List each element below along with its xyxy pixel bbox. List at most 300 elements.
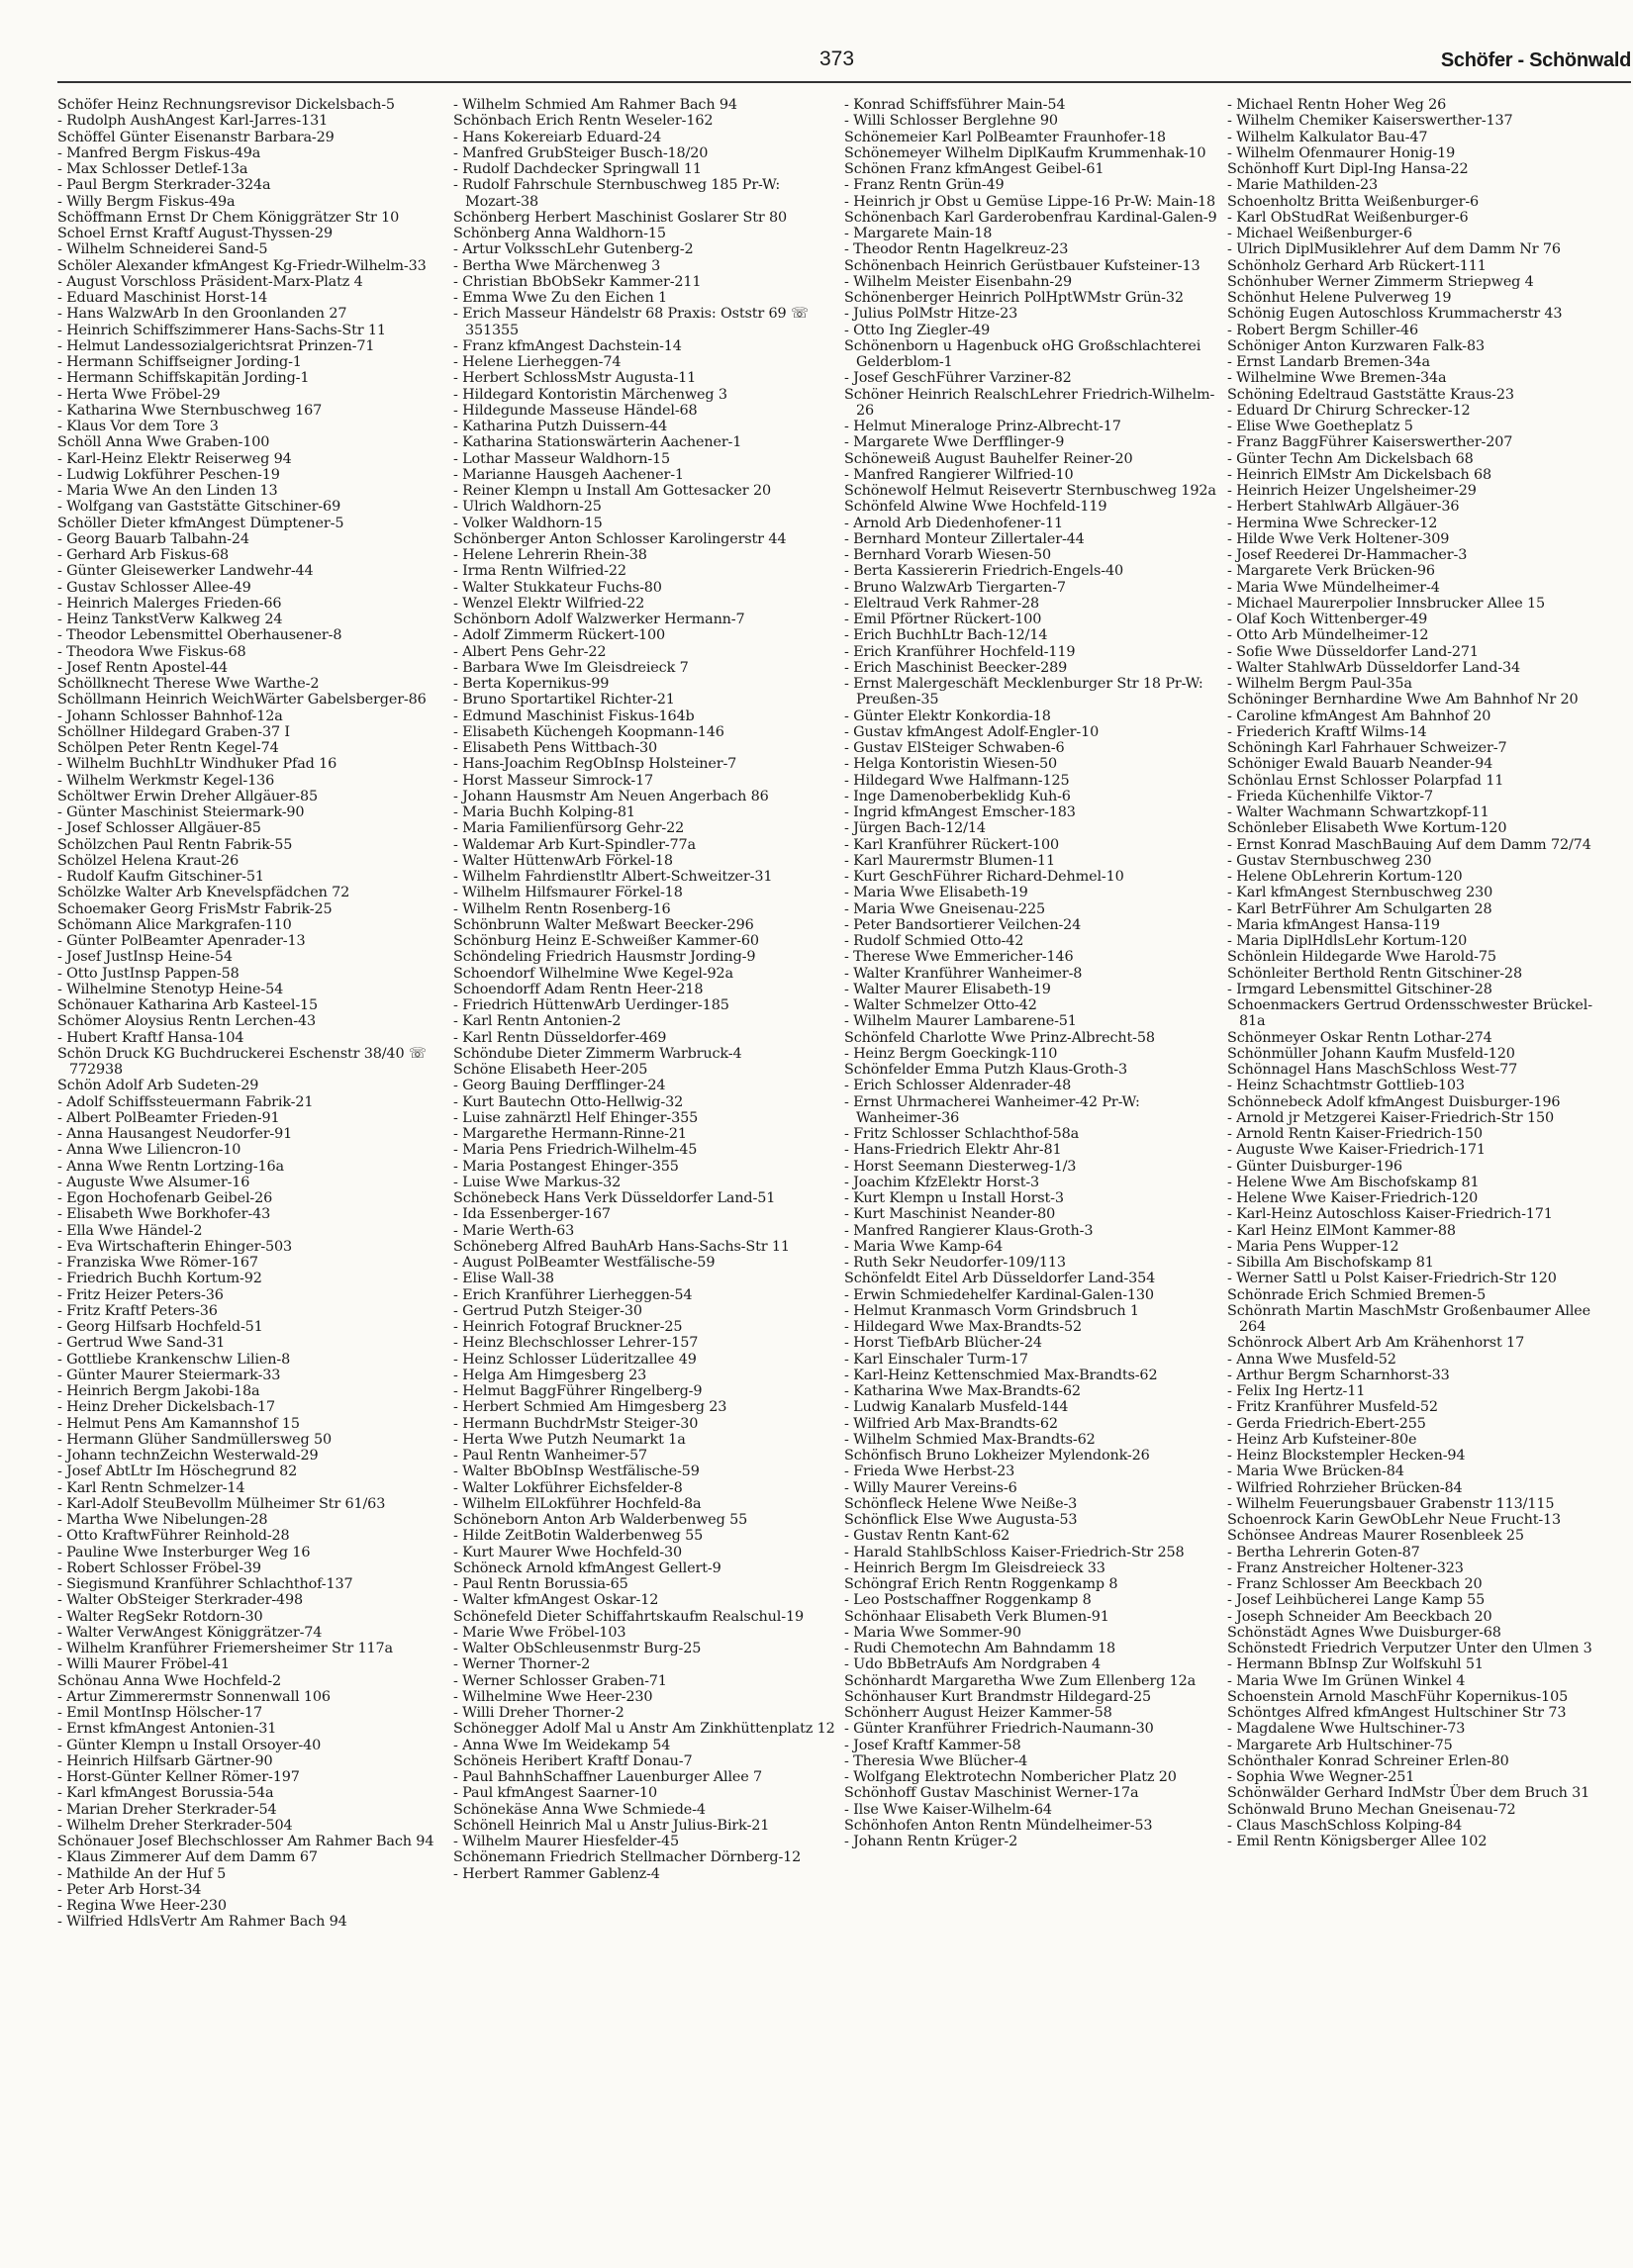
directory-entry: - Wolfgang Elektrotechn Nombericher Platz 20 (844, 1769, 1177, 1785)
directory-entry: - Herta Wwe Putzh Neumarkt 1a (453, 1431, 686, 1448)
directory-entry: - Waldemar Arb Kurt-Spindler-77a (453, 836, 696, 853)
directory-entry: - Fritz Schlosser Schlachthof-58a (844, 1126, 1080, 1142)
directory-entry: Schöffmann Ernst Dr Chem Königgrätzer Str 10 (57, 209, 400, 226)
directory-entry: - Bertha Lehrerin Goten-87 (1227, 1544, 1420, 1560)
directory-entry: Schönemann Friedrich Stellmacher Dörnberg-12 (453, 1849, 802, 1866)
directory-entry: - Bertha Wwe Märchenweg 3 (453, 257, 661, 274)
directory-entry: - Werner Sattl u Polst Kaiser-Friedrich-Str 120 (1227, 1271, 1557, 1287)
directory-entry: - Bruno Sportartikel Richter-21 (453, 692, 675, 709)
directory-entry: - Johann Rentn Krüger-2 (844, 1834, 1018, 1849)
directory-entry: - Hermina Wwe Schrecker-12 (1227, 515, 1438, 531)
directory-entry: - August Vorschloss Präsident-Marx-Platz 4 (57, 273, 363, 290)
directory-entry: - Sofie Wwe Düsseldorfer Land-271 (1227, 643, 1479, 660)
directory-entry: - Wilfried Arb Max-Brandts-62 (844, 1415, 1058, 1432)
directory-entry: - Heinz Bergm Goeckingk-110 (844, 1045, 1058, 1062)
directory-entry: - Josef JustInsp Heine-54 (57, 949, 233, 966)
directory-entry: - Josef Rentn Apostel-44 (57, 659, 229, 676)
directory-entry: - Walter VerwAngest Königgrätzer-74 (57, 1624, 323, 1641)
directory-entry: - Helene Lehrerin Rhein-38 (453, 547, 647, 563)
directory-entry: Schönleber Elisabeth Wwe Kortum-120 (1227, 820, 1507, 837)
directory-entry: Schönburg Heinz E-Schweißer Kammer-60 (453, 933, 759, 949)
directory-entry: Schölzchen Paul Rentn Fabrik-55 (57, 836, 293, 853)
directory-entry: - Gustav Schlosser Allee-49 (57, 579, 251, 596)
directory-entry: - Michael Weißenburger-6 (1227, 226, 1412, 241)
directory-entry: - Friederich Kraftf Wilms-14 (1227, 723, 1427, 740)
directory-entry: - Hildegard Wwe Halfmann-125 (844, 772, 1070, 789)
directory-entry: - Gottliebe Krankenschw Lilien-8 (57, 1351, 291, 1368)
directory-entry: - Maria Pens Friedrich-Wilhelm-45 (453, 1142, 698, 1159)
directory-entry: Schömer Aloysius Rentn Lerchen-43 (57, 1013, 317, 1030)
directory-entry: - Walter RegSekr Rotdorn-30 (57, 1608, 263, 1625)
directory-entry: - Wilhelm Maurer Lambarene-51 (844, 1013, 1077, 1030)
directory-entry: Schönleiter Berthold Rentn Gitschiner-28 (1227, 965, 1522, 982)
entry-list (1227, 97, 1611, 1849)
directory-entry: - Ulrich DiplMusiklehrer Auf dem Damm Nr 76 (1227, 241, 1561, 258)
directory-entry: Schönhofen Anton Rentn Mündelheimer-53 (844, 1817, 1153, 1834)
directory-entry: - Elise Wwe Goetheplatz 5 (1227, 419, 1413, 434)
directory-entry: - Katharina Wwe Max-Brandts-62 (844, 1383, 1081, 1399)
directory-entry: - Karl kfmAngest Borussia-54a (57, 1785, 274, 1802)
directory-entry: - Helga Kontoristin Wiesen-50 (844, 756, 1057, 773)
directory-entry: - Wilhelm Feuerungsbauer Grabenstr 113/115 (1227, 1495, 1555, 1512)
directory-entry: - Paul kfmAngest Saarner-10 (453, 1785, 658, 1802)
directory-entry: - Rudolf Schmied Otto-42 (844, 933, 1024, 949)
directory-entry: - Irmgard Lebensmittel Gitschiner-28 (1227, 981, 1492, 997)
directory-entry: - Heinz Blockstempler Hecken-94 (1227, 1448, 1466, 1464)
directory-entry: - Günter Maurer Steiermark-33 (57, 1367, 281, 1383)
directory-entry: - Martha Wwe Nibelungen-28 (57, 1512, 268, 1528)
directory-entry: - Walter kfmAngest Oskar-12 (453, 1592, 659, 1609)
directory-entry: - Paul Rentn Wanheimer-57 (453, 1448, 647, 1464)
directory-entry: - Heinz Dreher Dickelsbach-17 (57, 1399, 276, 1416)
directory-entry: Schöllmann Heinrich WeichWärter Gabelsberger-86 (57, 692, 427, 709)
directory-entry: - Walter Kranführer Wanheimer-8 (844, 965, 1083, 982)
directory-entry: Schönenborn u Hagenbuck oHG Großschlachterei Gelderblom-1 (844, 337, 1201, 370)
directory-entry: - Fritz Kraftf Peters-36 (57, 1302, 218, 1319)
directory-entry: - Horst TiefbArb Blücher-24 (844, 1335, 1042, 1352)
directory-entry: - Margarethe Hermann-Rinne-21 (453, 1126, 687, 1142)
directory-entry: - Josef Kraftf Kammer-58 (844, 1737, 1021, 1753)
directory-entry: - Erich BuchhLtr Bach-12/14 (844, 627, 1048, 644)
directory-entry: - Gustav kfmAngest Adolf-Engler-10 (844, 723, 1100, 740)
directory-entry: - Hilde ZeitBotin Walderbenweg 55 (453, 1528, 704, 1545)
directory-entry: - Georg Bauing Derfflinger-24 (453, 1078, 666, 1094)
directory-entry: - Erich Maschinist Beecker-289 (844, 659, 1068, 676)
directory-entry: Schoenrock Karin GewObLehr Neue Frucht-13 (1227, 1512, 1562, 1528)
directory-entry: - Günter Elektr Konkordia-18 (844, 708, 1051, 724)
directory-entry: - Georg Hilfsarb Hochfeld-51 (57, 1319, 263, 1335)
directory-entry: - Siegismund Kranführer Schlachthof-137 (57, 1576, 353, 1592)
directory-entry: - Karl Einschaler Turm-17 (844, 1351, 1028, 1368)
directory-entry: - Marie Werth-63 (453, 1222, 575, 1239)
directory-entry: Schönrade Erich Schmied Bremen-5 (1227, 1286, 1487, 1303)
directory-entry: Schoendorff Adam Rentn Heer-218 (453, 981, 704, 997)
directory-entry: Schönemeyer Wilhelm DiplKaufm Krummenhak-10 (844, 144, 1206, 161)
directory-entry: - Arthur Bergm Scharnhorst-33 (1227, 1367, 1450, 1383)
directory-column-3 (844, 97, 1228, 2254)
directory-entry: - Berta Kassiererin Friedrich-Engels-40 (844, 563, 1123, 580)
directory-entry: - Michael Rentn Hoher Weg 26 (1227, 97, 1447, 113)
directory-entry: - Elisabeth Wwe Borkhofer-43 (57, 1206, 271, 1223)
directory-entry: - Karl Rentn Antonien-2 (453, 1013, 622, 1030)
directory-entry: Schönberg Anna Waldhorn-15 (453, 226, 666, 241)
directory-entry: - Theodor Lebensmittel Oberhausener-8 (57, 627, 342, 644)
directory-entry: - Helga Am Himgesberg 23 (453, 1367, 647, 1383)
directory-entry: Schönlein Hildegarde Wwe Harold-75 (1227, 949, 1496, 966)
directory-entry: Schönebeck Hans Verk Düsseldorfer Land-51 (453, 1190, 776, 1206)
directory-entry: - Peter Arb Horst-34 (57, 1881, 202, 1898)
directory-entry: Schönig Eugen Autoschloss Krummacherstr 43 (1227, 306, 1563, 323)
directory-entry: - Heinz Schachtmstr Gottlieb-103 (1227, 1078, 1465, 1094)
directory-entry: - Anna Hausangest Neudorfer-91 (57, 1126, 293, 1142)
directory-entry: - Franz kfmAngest Dachstein-14 (453, 337, 682, 354)
directory-entry: - Maria Wwe Elisabeth-19 (844, 885, 1028, 901)
directory-entry: - Bruno WalzwArb Tiergarten-7 (844, 579, 1066, 596)
directory-entry: - Maria Postangest Ehinger-355 (453, 1158, 679, 1175)
directory-entry: - Günter PolBeamter Apenrader-13 (57, 933, 306, 949)
directory-entry: - Albert PolBeamter Frieden-91 (57, 1109, 280, 1126)
directory-entry: - Gertrud Wwe Sand-31 (57, 1335, 226, 1352)
directory-entry: - Joseph Schneider Am Beeckbach 20 (1227, 1608, 1492, 1625)
directory-entry: - Heinz Arb Kufsteiner-80e (1227, 1431, 1417, 1448)
directory-entry: - Lothar Masseur Waldhorn-15 (453, 450, 671, 467)
directory-entry: Schölpen Peter Rentn Kegel-74 (57, 740, 279, 756)
directory-column-4 (1227, 97, 1611, 2254)
directory-entry: - Karl-Adolf SteuBevollm Mülheimer Str 61/63 (57, 1495, 386, 1512)
directory-entry: Schöneis Heribert Kraftf Donau-7 (453, 1752, 693, 1769)
directory-entry: - Wilhelm Maurer Hiesfelder-45 (453, 1834, 679, 1849)
directory-entry: - Wilhelm Ofenmaurer Honig-19 (1227, 144, 1456, 161)
directory-entry: - Wilhelmine Wwe Bremen-34a (1227, 370, 1447, 387)
directory-entry: - Rudi Chemotechn Am Bahndamm 18 (844, 1641, 1115, 1656)
directory-entry: - Wilhelm Meister Eisenbahn-29 (844, 273, 1073, 290)
directory-entry: Schönhoff Gustav Maschinist Werner-17a (844, 1785, 1139, 1802)
directory-entry: - Claus MaschSchloss Kolping-84 (1227, 1817, 1463, 1834)
directory-entry: - Hans-Joachim RegObInsp Holsteiner-7 (453, 756, 737, 773)
directory-entry: - Paul BahnhSchaffner Lauenburger Allee 7 (453, 1769, 763, 1785)
directory-entry: - Erich Kranführer Hochfeld-119 (844, 643, 1076, 660)
directory-entry: - Erwin Schmiedehelfer Kardinal-Galen-130 (844, 1286, 1154, 1303)
directory-entry: Schöniger Anton Kurzwaren Falk-83 (1227, 337, 1486, 354)
directory-entry: Schönhoff Kurt Dipl-Ing Hansa-22 (1227, 161, 1469, 177)
directory-entry: Schön Adolf Arb Sudeten-29 (57, 1078, 259, 1094)
directory-entry: - Franz Anstreicher Holtener-323 (1227, 1559, 1464, 1576)
directory-entry: - Herbert Schmied Am Himgesberg 23 (453, 1399, 727, 1416)
directory-entry: - Anna Wwe Im Weidekamp 54 (453, 1737, 671, 1753)
directory-entry: - Willi Maurer Fröbel-41 (57, 1656, 230, 1673)
directory-entry: - Hans WalzwArb In den Groonlanden 27 (57, 306, 347, 323)
directory-entry: - Otto Ing Ziegler-49 (844, 322, 991, 338)
directory-entry: Schönau Anna Wwe Hochfeld-2 (57, 1672, 281, 1689)
directory-entry: Schönauer Josef Blechschlosser Am Rahmer Bach 94 (57, 1834, 434, 1849)
directory-entry: - Wilhelm Fahrdienstltr Albert-Schweitzer-31 (453, 869, 773, 885)
directory-entry: - Ludwig Kanalarb Musfeld-144 (844, 1399, 1069, 1416)
directory-entry: - Maria Wwe Im Grünen Winkel 4 (1227, 1672, 1466, 1689)
directory-entry: - Herbert StahlwArb Allgäuer-36 (1227, 499, 1460, 516)
directory-entry: - Jürgen Bach-12/14 (844, 820, 986, 837)
directory-entry: Schönell Heinrich Mal u Anstr Julius-Birk-21 (453, 1817, 770, 1834)
directory-entry: Schönewolf Helmut Reisevertr Sternbuschweg 192a (844, 483, 1216, 499)
directory-entry: - Emil MontInsp Hölscher-17 (57, 1705, 262, 1721)
directory-entry: - Marie Mathilden-23 (1227, 177, 1379, 194)
directory-entry: - Herbert Rammer Gablenz-4 (453, 1865, 660, 1882)
directory-entry: Schönfeld Alwine Wwe Hochfeld-119 (844, 499, 1107, 516)
directory-entry: - Fritz Kranführer Musfeld-52 (1227, 1399, 1438, 1416)
directory-entry: - Ernst Malergeschäft Mecklenburger Str 18 Pr-W: Preußen-35 (844, 676, 1203, 709)
directory-entry: Schöllner Hildegard Graben-37 I (57, 723, 290, 740)
directory-entry: Schöler Alexander kfmAngest Kg-Friedr-Wilhelm-33 (57, 257, 427, 274)
directory-entry: - Kurt Maschinist Neander-80 (844, 1206, 1056, 1223)
directory-entry: - Johann technZeichn Westerwald-29 (57, 1448, 319, 1464)
directory-entry: - Ingrid kfmAngest Emscher-183 (844, 804, 1076, 820)
directory-entry: - Erich Kranführer Lierheggen-54 (453, 1286, 693, 1303)
directory-entry: - Eduard Dr Chirurg Schrecker-12 (1227, 402, 1471, 419)
directory-entry: - Karl-Heinz Autoschloss Kaiser-Friedrich-171 (1227, 1206, 1553, 1223)
entry-list (453, 97, 837, 1882)
directory-entry: Schönfeld Charlotte Wwe Prinz-Albrecht-58 (844, 1029, 1155, 1046)
directory-entry: - Maria Wwe Mündelheimer-4 (1227, 579, 1440, 596)
directory-entry: Schönegger Adolf Mal u Anstr Am Zinkhüttenplatz 12 (453, 1721, 835, 1738)
directory-entry: - Horst Masseur Simrock-17 (453, 772, 654, 789)
directory-entry: - Günter Duisburger-196 (1227, 1158, 1402, 1175)
directory-entry: - Heinrich Malerges Frieden-66 (57, 595, 282, 612)
directory-entry: - Wolfgang van Gaststätte Gitschiner-69 (57, 499, 341, 516)
directory-entry: Schönfleck Helene Wwe Neiße-3 (844, 1495, 1078, 1512)
directory-entry: - Helmut Kranmasch Vorm Grindsbruch 1 (844, 1302, 1139, 1319)
directory-entry: - Volker Waldhorn-15 (453, 515, 603, 531)
directory-entry: - Johann Hausmstr Am Neuen Angerbach 86 (453, 788, 769, 804)
directory-entry: - Wilhelmine Stenotyp Heine-54 (57, 981, 284, 997)
directory-entry: - Robert Bergm Schiller-46 (1227, 322, 1418, 338)
directory-entry: Schöndube Dieter Zimmerm Warbruck-4 (453, 1045, 742, 1062)
directory-entry: Schönborn Adolf Walzwerker Hermann-7 (453, 612, 745, 627)
directory-entry: Schöning Edeltraud Gaststätte Kraus-23 (1227, 386, 1514, 403)
directory-entry: Schönwald Bruno Mechan Gneisenau-72 (1227, 1801, 1516, 1818)
directory-entry: - Adolf Schiffssteuermann Fabrik-21 (57, 1093, 314, 1110)
directory-entry: - Gerhard Arb Fiskus-68 (57, 547, 229, 563)
directory-entry: - Heinrich Fotograf Bruckner-25 (453, 1319, 683, 1335)
directory-entry: Schönefeld Dieter Schiffahrtskaufm Realschul-19 (453, 1608, 804, 1625)
directory-entry: Schöntges Alfred kfmAngest Hultschiner Str 73 (1227, 1705, 1567, 1721)
directory-entry: Schöneborn Anton Arb Walderbenweg 55 (453, 1512, 748, 1528)
directory-entry: - Wilhelm Schmied Max-Brandts-62 (844, 1431, 1096, 1448)
directory-entry: Schoel Ernst Kraftf August-Thyssen-29 (57, 226, 333, 241)
directory-entry: Schoenstein Arnold MaschFühr Kopernikus-105 (1227, 1688, 1569, 1705)
directory-entry: - Josef Leihbücherei Lange Kamp 55 (1227, 1592, 1486, 1609)
directory-entry: Schöffel Günter Eisenanstr Barbara-29 (57, 129, 335, 145)
directory-entry: - Hildegunde Masseuse Händel-68 (453, 402, 698, 419)
directory-entry: - Wilhelm Werkmstr Kegel-136 (57, 772, 275, 789)
directory-entry: Schöner Heinrich RealschLehrer Friedrich-Wilhelm-26 (844, 386, 1215, 419)
directory-entry: - Margarete Verk Brücken-96 (1227, 563, 1435, 580)
directory-entry: Schölzke Walter Arb Knevelspfädchen 72 (57, 885, 350, 901)
directory-entry: Schönbach Erich Rentn Weseler-162 (453, 113, 714, 130)
directory-entry: - Paul Rentn Borussia-65 (453, 1576, 628, 1592)
directory-entry: - Eleltraud Verk Rahmer-28 (844, 595, 1040, 612)
directory-entry: - Hans-Friedrich Elektr Ahr-81 (844, 1142, 1062, 1159)
directory-entry: Schöninger Bernhardine Wwe Am Bahnhof Nr 20 (1227, 692, 1579, 709)
directory-entry: - Hermann BbInsp Zur Wolfskuhl 51 (1227, 1656, 1484, 1673)
directory-entry: - Emma Wwe Zu den Eichen 1 (453, 290, 668, 306)
directory-entry: - Franz Schlosser Am Beeckbach 20 (1227, 1576, 1483, 1592)
directory-entry: - Ernst Landarb Bremen-34a (1227, 354, 1430, 370)
directory-entry: - Inge Damenoberbeklidg Kuh-6 (844, 788, 1071, 804)
directory-entry: - Heinrich ElMstr Am Dickelsbach 68 (1227, 466, 1492, 483)
directory-entry: - Manfred Bergm Fiskus-49a (57, 144, 261, 161)
directory-entry: - Heinrich Bergm Im Gleisdreieck 33 (844, 1559, 1105, 1576)
directory-entry: - Walter StahlwArb Düsseldorfer Land-34 (1227, 659, 1521, 676)
directory-entry: - Ilse Wwe Kaiser-Wilhelm-64 (844, 1801, 1052, 1818)
directory-entry: - Franz BaggFührer Kaiserswerther-207 (1227, 434, 1513, 451)
directory-entry: - Maria Pens Wupper-12 (1227, 1238, 1399, 1255)
directory-entry: - Walter Lokführer Eichsfelder-8 (453, 1479, 683, 1496)
directory-entry: - Kurt GeschFührer Richard-Dehmel-10 (844, 869, 1124, 885)
directory-entry: - Anna Wwe Rentn Lortzing-16a (57, 1158, 284, 1175)
directory-entry: - Paul Bergm Sterkrader-324a (57, 177, 271, 194)
directory-entry: - Edmund Maschinist Fiskus-164b (453, 708, 695, 724)
directory-entry: Schöningh Karl Fahrhauer Schweizer-7 (1227, 740, 1507, 756)
directory-entry: Schönemeier Karl PolBeamter Fraunhofer-18 (844, 129, 1166, 145)
directory-entry: - Walter BbObInsp Westfälische-59 (453, 1464, 700, 1480)
directory-entry: - Regina Wwe Heer-230 (57, 1898, 227, 1914)
directory-entry: Schönhuber Werner Zimmerm Striepweg 4 (1227, 273, 1534, 290)
directory-entry: Schönthaler Konrad Schreiner Erlen-80 (1227, 1752, 1509, 1769)
directory-entry: Schönenbach Karl Garderobenfrau Kardinal-Galen-9 (844, 209, 1217, 226)
directory-entry: - Günter Maschinist Steiermark-90 (57, 804, 305, 820)
directory-entry: - Friedrich Buchh Kortum-92 (57, 1271, 262, 1287)
directory-entry: - Robert Schlosser Fröbel-39 (57, 1559, 261, 1576)
directory-entry: - Wilhelm Schneiderei Sand-5 (57, 241, 268, 258)
directory-entry: - Bernhard Monteur Zillertaler-44 (844, 530, 1085, 547)
directory-entry: - Willi Schlosser Berglehne 90 (844, 113, 1058, 130)
directory-entry: - Herta Wwe Fröbel-29 (57, 386, 221, 403)
directory-entry: Schönherr August Heizer Kammer-58 (844, 1705, 1112, 1721)
directory-entry: - Rudolf Fahrschule Sternbuschweg 185 Pr-W: Mozart-38 (453, 177, 781, 210)
directory-entry: - Maria Wwe Kamp-64 (844, 1238, 1004, 1255)
directory-entry: - Katharina Putzh Duissern-44 (453, 419, 668, 434)
directory-entry: - Frieda Wwe Herbst-23 (844, 1464, 1015, 1480)
directory-entry: - Irma Rentn Wilfried-22 (453, 563, 626, 580)
directory-entry: - Egon Hochofenarb Geibel-26 (57, 1190, 273, 1206)
directory-entry: Schoendorf Wilhelmine Wwe Kegel-92a (453, 965, 733, 982)
directory-entry: - Karl Maurermstr Blumen-11 (844, 852, 1055, 869)
directory-entry: - Leo Postschaffner Roggenkamp 8 (844, 1592, 1092, 1609)
directory-entry: - Anna Wwe Liliencron-10 (57, 1142, 241, 1159)
directory-entry: - Maria Wwe Sommer-90 (844, 1624, 1021, 1641)
directory-entry: - Artur Zimmerermstr Sonnenwall 106 (57, 1688, 331, 1705)
directory-entry: Schönen Franz kfmAngest Geibel-61 (844, 161, 1105, 177)
directory-entry: - Heinrich Bergm Jakobi-18a (57, 1383, 260, 1399)
directory-entry: - Arnold jr Metzgerei Kaiser-Friedrich-Str 150 (1227, 1109, 1554, 1126)
directory-entry: Schönmeyer Oskar Rentn Lothar-274 (1227, 1029, 1492, 1046)
directory-entry: - Wilhelm Dreher Sterkrader-504 (57, 1817, 293, 1834)
directory-entry: - Walter Maurer Elisabeth-19 (844, 981, 1051, 997)
directory-entry: - Wilhelm Schmied Am Rahmer Bach 94 (453, 97, 737, 113)
directory-entry: - Maria kfmAngest Hansa-119 (1227, 916, 1440, 933)
directory-entry: Schömann Alice Markgrafen-110 (57, 916, 292, 933)
directory-entry: - Rudolf Kaufm Gitschiner-51 (57, 869, 264, 885)
directory-entry: Schönhauser Kurt Brandmstr Hildegard-25 (844, 1688, 1151, 1705)
directory-entry: - Helmut BaggFührer Ringelberg-9 (453, 1383, 703, 1399)
directory-entry: - Luise Wwe Markus-32 (453, 1174, 622, 1190)
directory-entry: - Walter Schmelzer Otto-42 (844, 997, 1037, 1013)
directory-entry: - Johann Schlosser Bahnhof-12a (57, 708, 283, 724)
directory-column-2 (453, 97, 837, 2254)
directory-entry: - Olaf Koch Wittenberger-49 (1227, 612, 1428, 627)
directory-entry: - Otto Arb Mündelheimer-12 (1227, 627, 1429, 644)
directory-entry: Schönhaar Elisabeth Verk Blumen-91 (844, 1608, 1109, 1625)
directory-entry: - Karl-Heinz Elektr Reiserweg 94 (57, 450, 292, 467)
directory-column-1 (57, 97, 441, 2254)
directory-entry: - Sophia Wwe Wegner-251 (1227, 1769, 1415, 1785)
directory-entry: Schönbrunn Walter Meßwart Beecker-296 (453, 916, 754, 933)
directory-entry: - Emil Pförtner Rückert-100 (844, 612, 1042, 627)
directory-entry: Schöltwer Erwin Dreher Allgäuer-85 (57, 788, 318, 804)
directory-entry: - Walter ObSteiger Sterkrader-498 (57, 1592, 304, 1609)
directory-entry: Schönnebeck Adolf kfmAngest Duisburger-196 (1227, 1093, 1561, 1110)
directory-entry: - Margarete Main-18 (844, 226, 993, 241)
directory-entry: - Otto JustInsp Pappen-58 (57, 965, 240, 982)
directory-entry: - Werner Schlosser Graben-71 (453, 1672, 667, 1689)
directory-entry: - Auguste Wwe Kaiser-Friedrich-171 (1227, 1142, 1486, 1159)
directory-entry: - Günter Gleisewerker Landwehr-44 (57, 563, 314, 580)
directory-entry: - Wilfried Rohrzieher Brücken-84 (1227, 1479, 1463, 1496)
directory-entry: - Hubert Kraftf Hansa-104 (57, 1029, 244, 1046)
directory-entry: - Ulrich Waldhorn-25 (453, 499, 602, 516)
directory-entry: - Günter Techn Am Dickelsbach 68 (1227, 450, 1474, 467)
directory-entry: - Arnold Rentn Kaiser-Friedrich-150 (1227, 1126, 1483, 1142)
directory-entry: Schönlau Ernst Schlosser Polarpfad 11 (1227, 772, 1504, 789)
directory-entry: - Gustav Rentn Kant-62 (844, 1528, 1010, 1545)
directory-entry: - Gertrud Putzh Steiger-30 (453, 1302, 642, 1319)
directory-entry: Schönstedt Friedrich Verputzer Unter den Ulmen 3 (1227, 1641, 1592, 1656)
directory-entry: - Konrad Schiffsführer Main-54 (844, 97, 1066, 113)
directory-entry: - Josef GeschFührer Varziner-82 (844, 370, 1072, 387)
directory-entry: Schönrock Albert Arb Am Krähenhorst 17 (1227, 1335, 1525, 1352)
directory-entry: - Josef AbtLtr Im Höschegrund 82 (57, 1464, 298, 1480)
directory-entry: Schönhardt Margaretha Wwe Zum Ellenberg 12a (844, 1672, 1197, 1689)
directory-entry: Schönenbach Heinrich Gerüstbauer Kufsteiner-13 (844, 257, 1201, 274)
directory-entry: Schönekäse Anna Wwe Schmiede-4 (453, 1801, 706, 1818)
directory-entry: - Kurt Klempn u Install Horst-3 (844, 1190, 1064, 1206)
directory-entry: - Peter Bandsortierer Veilchen-24 (844, 916, 1082, 933)
directory-entry: - Karl kfmAngest Sternbuschweg 230 (1227, 885, 1493, 901)
directory-entry: - Fritz Heizer Peters-36 (57, 1286, 224, 1303)
directory-entry: - Frieda Küchenhilfe Viktor-7 (1227, 788, 1433, 804)
directory-entry: Schönnagel Hans MaschSchloss West-77 (1227, 1062, 1518, 1078)
directory-entry: - Hermann BuchdrMstr Steiger-30 (453, 1415, 699, 1432)
directory-entry: - Helmut Landessozialgerichtsrat Prinzen-71 (57, 337, 375, 354)
directory-entry: Schöll Anna Wwe Graben-100 (57, 434, 270, 451)
header-rule (57, 81, 1631, 83)
directory-entry: - Erich Masseur Händelstr 68 Praxis: Oststr 69 ☏ 351355 (453, 306, 809, 338)
directory-entry: - Adolf Zimmerm Rückert-100 (453, 627, 666, 644)
directory-entry: - Artur VolksschLehr Gutenberg-2 (453, 241, 694, 258)
directory-entry: - Georg Bauarb Talbahn-24 (57, 530, 249, 547)
directory-entry: - Anna Wwe Musfeld-52 (1227, 1351, 1396, 1368)
directory-entry: - Maria Wwe Brücken-84 (1227, 1464, 1404, 1480)
directory-entry: - Theodora Wwe Fiskus-68 (57, 643, 246, 660)
directory-entry: Schönberger Anton Schlosser Karolingerstr 44 (453, 530, 787, 547)
directory-entry: Schöfer Heinz Rechnungsrevisor Dickelsbach-5 (57, 97, 395, 113)
directory-entry: Schönberg Herbert Maschinist Goslarer Str 80 (453, 209, 788, 226)
directory-entry: Schoenmackers Gertrud Ordensschwester Brückel-81a (1227, 997, 1592, 1030)
directory-entry: - Heinz Schlosser Lüderitzallee 49 (453, 1351, 697, 1368)
directory-entry: - Wilhelm Kranführer Friemersheimer Str 117a (57, 1641, 393, 1656)
directory-entry: - Heinz TankstVerw Kalkweg 24 (57, 612, 283, 627)
directory-entry: - Gerda Friedrich-Ebert-255 (1227, 1415, 1426, 1432)
directory-entry: Schönstädt Agnes Wwe Duisburger-68 (1227, 1624, 1501, 1641)
